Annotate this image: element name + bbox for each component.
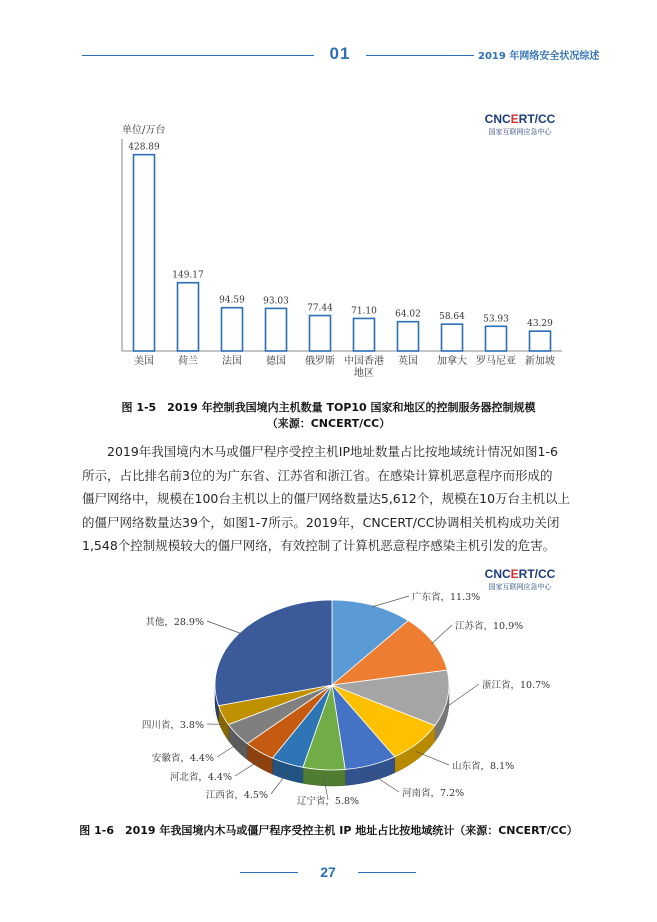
pie-leader-line <box>416 751 449 765</box>
x-tick-label: 俄罗斯 <box>305 356 335 367</box>
paragraph-line: 2019年我国境内木马或僵尸程序受控主机IP地址数量占比按地域统计情况如图1-6 <box>107 444 558 459</box>
cncert-logo: CNCERT/CC 国家互联网应急中心 <box>484 112 556 136</box>
pie-slice-label: 其他，28.9% <box>145 617 204 628</box>
pie-leader-line <box>372 596 409 607</box>
x-tick-label: 新加坡 <box>525 356 555 367</box>
bar-value-label: 58.64 <box>439 312 465 323</box>
bar <box>486 326 507 351</box>
pie-leader-line <box>207 621 242 634</box>
paragraph-line: 所示，占比排名前3位的为广东省、江苏省和浙江省。在感染计算机恶意程序而形成的 <box>82 467 553 483</box>
bar <box>134 155 155 351</box>
pie-leader-line <box>432 625 452 644</box>
header-rule-right <box>366 55 474 56</box>
bar <box>266 308 287 351</box>
bar-value-label: 64.02 <box>395 309 421 320</box>
x-tick-label: 美国 <box>134 356 154 367</box>
pie-chart <box>100 580 570 820</box>
bar-value-label: 428.89 <box>128 142 160 153</box>
bar-value-label: 77.44 <box>307 303 333 314</box>
pie-slice-label: 河北省，4.4% <box>169 772 232 783</box>
x-tick-label: 地区 <box>354 368 374 379</box>
page-number: 27 <box>320 864 336 880</box>
pie-slice-label: 河南省，7.2% <box>402 788 465 799</box>
chapter-number: 01 <box>329 44 351 63</box>
body-paragraph <box>82 440 582 558</box>
x-tick-label: 中国香港 <box>344 356 384 367</box>
pie-slice-label: 辽宁省，5.8% <box>296 796 360 807</box>
x-tick-label: 荷兰 <box>178 356 198 367</box>
header-rule-left <box>82 55 314 56</box>
bar <box>310 316 331 351</box>
bar <box>178 283 199 351</box>
pie-slice-label: 山东省，8.1% <box>452 761 515 772</box>
x-tick-label: 英国 <box>398 356 418 367</box>
x-tick-label: 德国 <box>266 356 286 367</box>
figure1-caption-line2: （来源：CNCERT/CC） <box>266 417 391 430</box>
x-tick-label: 加拿大 <box>437 356 467 367</box>
pie-slice-label: 江西省，4.5% <box>205 790 268 801</box>
pie-leader-line <box>217 743 239 757</box>
y-axis-label: 单位/万台 <box>122 125 166 136</box>
x-tick-label: 法国 <box>222 356 242 367</box>
bar-value-label: 53.93 <box>483 314 509 325</box>
pie-slice-label: 安徽省，4.4% <box>151 753 214 764</box>
paragraph-line: 僵尸网络中，规模在100台主机以上的僵尸网络数量达5,612个，规模在10万台主机以上 <box>82 491 571 506</box>
bar <box>530 331 551 351</box>
pie-slice-label: 广东省，11.3% <box>412 592 481 603</box>
paragraph-line: 的僵尸网络数量达39个，如图1-7所示。2019年，CNCERT/CC协调相关机构成功关闭 <box>82 514 560 530</box>
header-title: 2019 年网络安全状况综述 <box>478 51 600 62</box>
bar <box>354 318 375 351</box>
bar <box>222 308 243 351</box>
footer-rule-right <box>358 872 416 873</box>
bar <box>442 324 463 351</box>
x-tick-label: 罗马尼亚 <box>476 356 516 367</box>
bar-value-label: 93.03 <box>263 296 289 307</box>
cncert-logo-2: CNCERT/CC 国家互联网应急中心 <box>484 567 556 591</box>
bar-value-label: 71.10 <box>351 306 377 317</box>
pie-leader-line <box>445 684 479 708</box>
pie-slice-label: 四川省，3.8% <box>141 720 204 731</box>
figure1-caption-line1: 图 1-5 2019 年控制我国境内主机数量 TOP10 国家和地区的控制服务器控制规模 <box>121 401 536 414</box>
bar-value-label: 43.29 <box>527 319 553 330</box>
footer-rule-left <box>240 872 298 873</box>
figure2-caption: 图 1-6 2019 年我国境内木马或僵尸程序受控主机 IP 地址占比按地域统计（来源：CNCERT/CC） <box>79 824 578 837</box>
bar-value-label: 149.17 <box>172 270 204 281</box>
pie-slice-label: 江苏省，10.9% <box>455 621 524 632</box>
pie-slice-label: 浙江省，10.7% <box>482 680 551 691</box>
bar-value-label: 94.59 <box>219 295 245 306</box>
bar-chart <box>100 115 570 390</box>
bar <box>398 322 419 351</box>
pie-leader-line <box>235 760 261 776</box>
paragraph-line: 1,548个控制规模较大的僵尸网络，有效控制了计算机恶意程序感染主机引发的危害。 <box>82 538 556 553</box>
